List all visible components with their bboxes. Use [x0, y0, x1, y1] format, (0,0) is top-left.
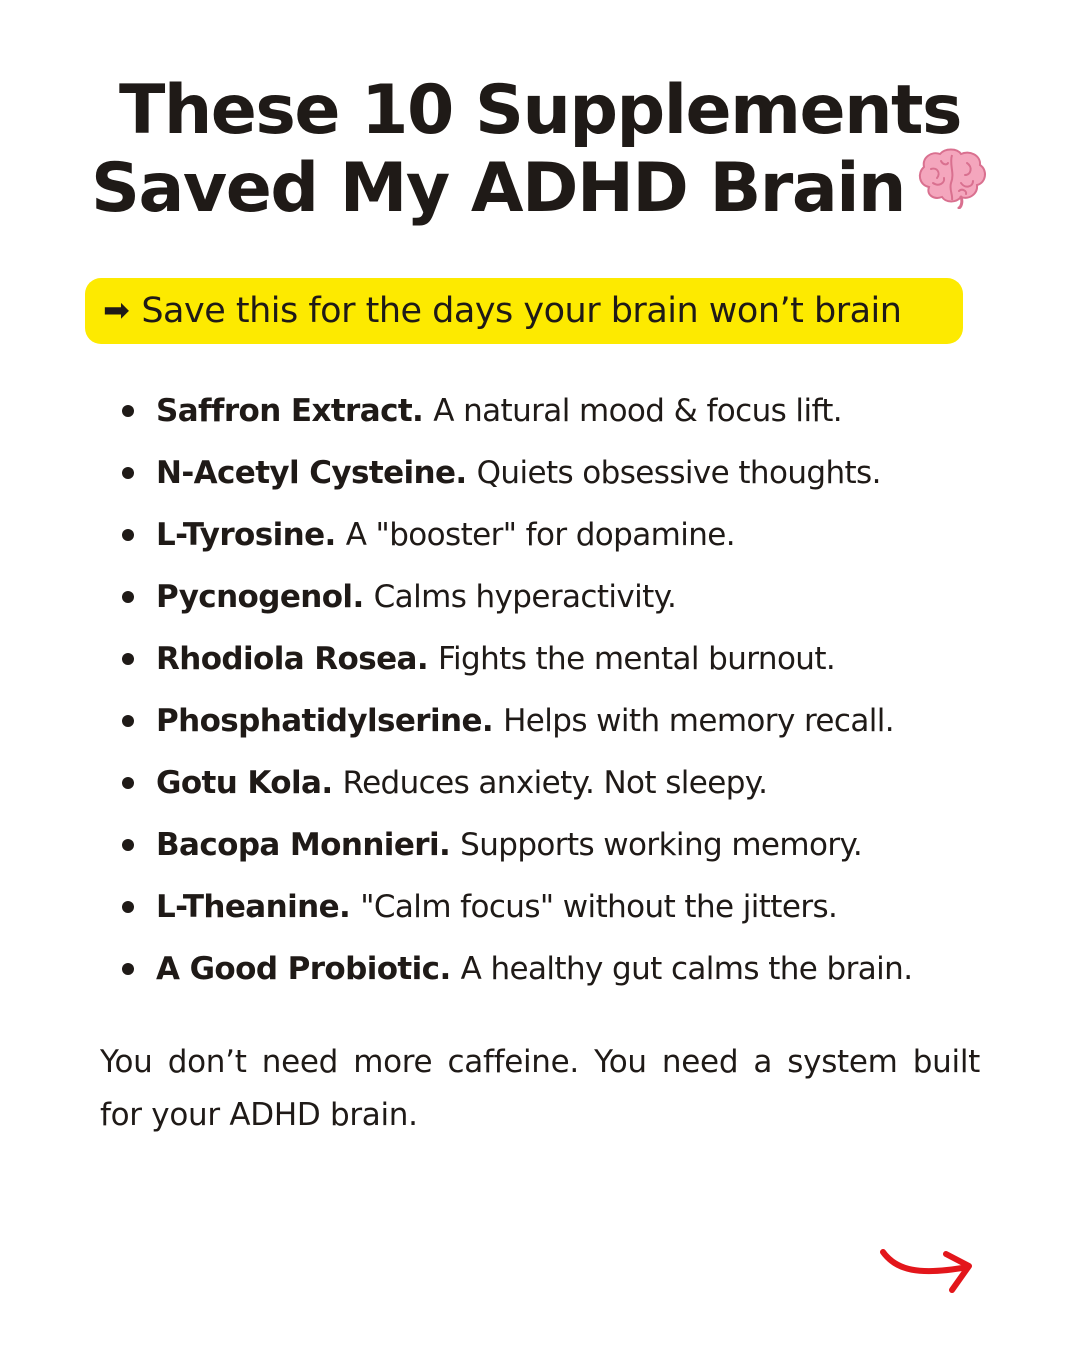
supplement-name: Pycnogenol. [156, 579, 364, 615]
supplement-name: Saffron Extract. [156, 393, 424, 429]
bullet-icon [122, 591, 134, 603]
closing-text: You don’t need more caffeine. You need a system built for your ADHD brain. [100, 1044, 980, 1133]
supplement-desc: A "booster" for dopamine. [345, 517, 736, 553]
brain-icon [915, 147, 989, 226]
callout-text: Save this for the days your brain won’t brain [141, 291, 902, 331]
right-arrow-icon: ➡ [103, 291, 130, 329]
list-item [122, 442, 1022, 504]
list-item [122, 814, 1022, 876]
supplement-desc: A natural mood & focus lift. [433, 393, 843, 429]
bullet-icon [122, 653, 134, 665]
supplement-desc: Reduces anxiety. Not sleepy. [342, 765, 768, 801]
supplement-name: N-Acetyl Cysteine. [156, 455, 467, 491]
list-item [122, 628, 1022, 690]
list-item [122, 566, 1022, 628]
supplement-name: Gotu Kola. [156, 765, 333, 801]
supplement-name: L-Theanine. [156, 889, 351, 925]
supplement-name: Bacopa Monnieri. [156, 827, 451, 863]
supplement-name: Rhodiola Rosea. [156, 641, 429, 677]
supplement-desc: "Calm focus" without the jitters. [360, 889, 838, 925]
page-title [40, 72, 1040, 232]
supplement-desc: A healthy gut calms the brain. [460, 951, 913, 987]
bullet-icon [122, 963, 134, 975]
list-item [122, 876, 1022, 938]
bullet-icon [122, 839, 134, 851]
title-line-2 [40, 150, 1040, 232]
curved-arrow-right-icon[interactable] [878, 1240, 978, 1300]
list-item [122, 938, 1022, 1000]
supplement-desc: Quiets obsessive thoughts. [476, 455, 881, 491]
title-line-1: These 10 Supplements [118, 71, 961, 150]
supplement-desc: Calms hyperactivity. [373, 579, 677, 615]
title-line-2-text: Saved My ADHD Brain [91, 149, 905, 228]
bullet-icon [122, 901, 134, 913]
supplement-desc: Helps with memory recall. [503, 703, 894, 739]
bullet-icon [122, 405, 134, 417]
supplement-desc: Fights the mental burnout. [438, 641, 836, 677]
supplement-list [122, 380, 1022, 1000]
bullet-icon [122, 777, 134, 789]
supplement-name: A Good Probiotic. [156, 951, 451, 987]
list-item [122, 690, 1022, 752]
bullet-icon [122, 529, 134, 541]
supplement-name: Phosphatidylserine. [156, 703, 494, 739]
list-item [122, 504, 1022, 566]
supplement-name: L-Tyrosine. [156, 517, 336, 553]
bullet-icon [122, 467, 134, 479]
supplement-desc: Supports working memory. [460, 827, 863, 863]
list-item [122, 380, 1022, 442]
save-callout [85, 278, 963, 344]
list-item [122, 752, 1022, 814]
bullet-icon [122, 715, 134, 727]
